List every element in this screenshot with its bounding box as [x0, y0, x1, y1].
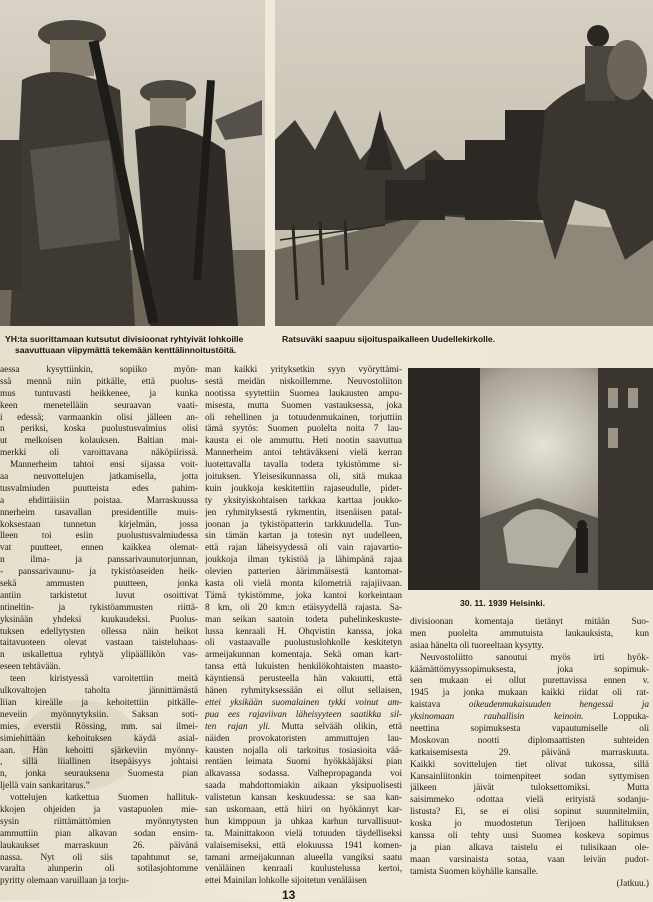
- text-line: taitavuoteen olevat vastaan taisteluhaas-: [0, 638, 198, 649]
- text-line: ammuttiin pian alkavan sodan ensim-: [0, 828, 198, 839]
- text-line: sysin riittämättömien myönnytysten: [0, 816, 198, 827]
- text-line: Mannerheim antoi tehtäväkseni vielä kerran: [205, 448, 402, 459]
- text-line: nassa. Nyt oli siis tapahtunut se,: [0, 852, 198, 863]
- caption-photo-soldiers-line1: YH:ta suorittamaan kutsutut divisioonat ryhtyivät lohkoille: [5, 334, 244, 344]
- text-line: tuksen edellytysten ollessa näin heikot: [0, 626, 198, 637]
- text-line: saada mahdottomiakin aikaan yksipuolisesti: [205, 781, 402, 792]
- text-line: laukaukset marraskuun 26. päivänä: [0, 840, 198, 851]
- text-line: näiden provokatoristen ammuttujen lau-: [205, 733, 402, 744]
- text-line: saisimmeko odottaa vielä erityistä sodanju-: [410, 795, 649, 806]
- text-line: simiehittään kehoituksen käydä asial-: [0, 733, 198, 744]
- text-line: olevien patterien äärimmäisestä kantomat-: [205, 567, 402, 578]
- photo-cavalry-image: [275, 0, 653, 326]
- text-line: hun kimppuun ja uhkaa karhun turvallisuut-: [205, 816, 402, 827]
- text-line: pua ees rajaviivan läheisyyteen saatikka sil-: [205, 709, 402, 720]
- text-line: tämä syytös: Suomen puolelta noita 7 lau-: [205, 424, 402, 435]
- text-line: lussa kenraali H. Öhqvistin kanssa, joka: [205, 626, 402, 637]
- text-line: oli rehellinen ja totuudenmukainen, torjuttiin: [205, 412, 402, 423]
- photo-soldiers-fortification: [0, 0, 265, 326]
- text-line: maan varsinaista sotaa, vaan leivän pudot-: [410, 854, 649, 865]
- text-line: , sillä liiallinen itsepäisyys johtaisi: [0, 757, 198, 768]
- text-line: aessa kysyttiinkin, sopiiko myön-: [0, 365, 198, 375]
- text-line: ntineltin- ja tykistöammusten riittä-: [0, 602, 198, 613]
- text-line: i edessä; varmaankin olisi jälleen an-: [0, 412, 198, 423]
- text-line: aa neuvottelujen jatkamisella, jotta: [0, 472, 198, 483]
- text-line: ljellä vain sankaritarus.”: [0, 781, 90, 792]
- text-line: ssä mennä niin pitkälle, että puolus-: [0, 376, 198, 387]
- text-line: Kaikki sovittelujen tiet olivat tukossa, sillä: [410, 759, 649, 770]
- text-line: 8 km, oli 20 km:n etäisyydellä rajasta. Sa-: [205, 602, 402, 613]
- text-line: Tämä tykistömme, joka kantoi korkeintaan: [205, 590, 402, 601]
- page-number: 13: [282, 888, 296, 902]
- text-line: merkki oli varoittavana näköpiirissä.: [0, 448, 198, 459]
- text-line: katkaisemisesta 29. päivänä marraskuuta.: [410, 747, 649, 758]
- text-line: käämättömyyssopimuksesta, joka sopimuk-: [410, 664, 649, 675]
- text-line: joukkoja ilman tykistöä ja lähimpänä rajaa: [205, 555, 402, 566]
- text-line: pyritty olemaan varuillaan ja torju-: [0, 876, 129, 887]
- text-line: mies, everstii Rössing, mm. sai ilmei-: [0, 721, 198, 732]
- text-line: ten rajan yli. Mutta selvääh olikin, että: [205, 721, 402, 732]
- text-line: käyntiensä perusteella hän vakuutti, että: [205, 674, 402, 685]
- photo-soldiers-image: [0, 0, 265, 326]
- text-line: divisioonan komentaja tietänyt mitään Suo-: [410, 617, 649, 627]
- text-line: koksestaan tunnetun kirjelmän, jossa: [0, 519, 198, 530]
- text-line: men puolelta ammutuista laukauksista, kun: [410, 628, 649, 639]
- caption-photo-helsinki: 30. 11. 1939 Helsinki.: [460, 598, 546, 608]
- text-line: tamani armeijakunnan alueella vangiksi saatu: [205, 852, 402, 863]
- text-line: valistetun kansan keskuudessa: se saa kan-: [205, 793, 402, 804]
- caption-photo-soldiers: [5, 334, 267, 355]
- text-line: neveiin myönnytyksiin. Saksan soti-: [0, 709, 198, 720]
- text-line: misesta, mutta Suomen vastauksessa, joka: [205, 400, 402, 411]
- article-column-1: [0, 365, 198, 888]
- text-line: asiaa hänelta oli tuoreeltaan kysytty.: [410, 640, 544, 651]
- text-line: teen kiristyessä varoitettiin meitä: [10, 674, 198, 685]
- text-line: neettina sopimuksesta vapautumiselle oli: [410, 724, 649, 735]
- text-line: sestä meidän niskoillemme. Neuvostoliiton: [205, 376, 402, 387]
- text-line: Moskovan nootti diplomaattisten suhteiden: [410, 735, 649, 746]
- photo-helsinki-1939: [408, 368, 653, 590]
- text-line: kanssa oli tehty uusi Suomea koskeva sopimus: [410, 831, 649, 842]
- text-line: tamista Suomen köyhälle kansalle.: [410, 866, 539, 877]
- text-line: n, jonka seurauksena Suomesta pian: [0, 769, 198, 780]
- text-line: oli vastaavalle puolustuslohkolle keskitetyn: [205, 638, 402, 649]
- text-line: n uskallettua ryhtyä ylipäällikön vas-: [0, 650, 198, 661]
- text-line: Mannerheim tahtoi ensi sijassa voit-: [10, 460, 198, 471]
- text-line: ut melkoisen kolauksen. Baltian mai-: [0, 436, 198, 447]
- text-line: aan. Hän kehoitti sjärkeviin myönny-: [0, 745, 198, 756]
- text-line: rentäen leimata Suomi hyökkääjäksi pian: [205, 757, 402, 768]
- text-line: ty yksityiskohtaisen tarkkaa karttaa joukko-: [205, 495, 402, 506]
- text-line: hänen ryhmityksessään ei ollut sellaisen,: [205, 686, 402, 697]
- article-column-3: [410, 617, 649, 890]
- text-line: n ilma- ja panssarivaunutorjunnan,: [0, 555, 198, 566]
- text-line: luotettavalla tavalla todeta tykistömme si-: [205, 460, 402, 471]
- text-line: antiin tarkistetut luvut osoittivat: [0, 590, 198, 601]
- article-column-2: [205, 365, 402, 888]
- text-line: kasta oli vielä monta kilometriä rajajiivaan.: [205, 579, 402, 590]
- text-line: vottelujen katkettua Suomen hallituk-: [10, 793, 198, 804]
- text-line: - panssarivaunu- ja tykistöaseiden heik-: [0, 567, 198, 578]
- text-line: valaisemiseksi, että elokuussa 1941 komen-: [205, 840, 402, 851]
- caption-photo-soldiers-line2: saavuttuaan viipymättä tekemään kenttälinnoitustöitä.: [15, 344, 237, 355]
- text-line: san uskomaan, että hiiri on hyökännyt kar-: [205, 804, 402, 815]
- text-line: yksinomaan rauhallisin keinoin. Loppuka-: [410, 712, 649, 723]
- text-line: n periksi, koska puolustusvalmius olisi: [0, 424, 198, 435]
- text-line: Neuvostoliitto sanoutui myös irti hyök-: [420, 652, 649, 663]
- text-line: varalta alunperin oli sotilasjohtomme: [0, 864, 198, 875]
- text-line: koska jo muodostetun Terijoen hallituksen: [410, 819, 649, 830]
- photo-helsinki-image: [408, 368, 653, 590]
- text-line: kausten nojalla oli tarkoitus tosiasioita vää-: [205, 745, 402, 756]
- text-line: tansa että lukuisten henkilökohtaisten maasto-: [205, 662, 402, 673]
- text-line: nootissa syytettiin Suomea laukausten ampu-: [205, 388, 402, 399]
- text-line: keen menetellään seuraavan vaati-: [0, 400, 198, 411]
- text-line: armeijakunnan komentaja. Sekä oman kart-: [205, 650, 402, 661]
- text-line: että rajan läheisyydessä oli vain rajavartio-: [205, 543, 402, 554]
- text-line: ulkovaltojen taholta jännittämästä: [0, 686, 198, 697]
- text-line: joonan ja tykistöpatterin tarkkuudella. Tun-: [205, 519, 402, 530]
- text-line: liian kireälle ja kehoitettiin pitkälle-: [0, 697, 198, 708]
- text-line: lleen toi esiin puolustusvalmiudessa: [0, 531, 198, 542]
- text-line: yksinään yhdeksi kuukaudeksi. Puolus-: [0, 614, 198, 625]
- text-line: (Jatkuu.): [616, 878, 649, 889]
- text-line: ettei Mainilan lohkolle sijoitetun venäläisen: [205, 876, 367, 887]
- text-line: venäläinen kenraali kuulustelussa kertoi,: [205, 864, 402, 875]
- text-line: sekä ammusten puutteen, jonka: [0, 579, 198, 590]
- text-line: a ehdittäisiin poistaa. Marraskuussa: [0, 495, 198, 506]
- text-line: vat puutteet, ennen kaikkea olemat-: [0, 543, 198, 554]
- text-line: kuin joukkoja keskitettiin rajaseudulle, pidet-: [205, 483, 402, 494]
- text-line: ettei yksikään suomalainen tykki voinut am-: [205, 697, 402, 708]
- text-line: joituksen. Yleisesikunnassa oli, sitä mukaa: [205, 472, 402, 483]
- text-line: kaistava oikeudenmukaisuuden hengessä ja: [410, 700, 649, 711]
- text-line: jälkeen jäivät tuloksettomiksi. Mutta: [410, 783, 649, 794]
- text-line: sin tämän kartan ja totesin nyt uudelleen,: [205, 531, 402, 542]
- text-line: mus tuntuvasti heikkenee, ja kunka: [0, 388, 198, 399]
- text-line: kausta ei ole ammuttu. Heti nootin saavuttua: [205, 436, 402, 447]
- text-line: man kaikki yrityksetkin syyn vyöryttämi-: [205, 365, 402, 375]
- text-line: alkavassa sodassa. Valhepropaganda voi: [205, 769, 402, 780]
- text-line: eseen tehtävään.: [0, 662, 61, 673]
- text-line: nnerheim tasavallan presidentille muis-: [0, 507, 198, 518]
- text-line: tusvalmiuden puutteista edes pahim-: [0, 483, 198, 494]
- text-line: sen mukaan ei ollut purettavissa ennen v.: [410, 676, 649, 687]
- text-line: listusta? Ei, se ei olisi sopinut suunnitelmiin,: [410, 807, 649, 818]
- text-line: kkojen ohjeiden ja vastapuolen mie-: [0, 804, 198, 815]
- text-line: man seikan saatoin todeta puhelinkeskuste-: [205, 614, 402, 625]
- text-line: Kansainliitonkin toimenpiteet sodan syttymisen: [410, 771, 649, 782]
- text-line: ta. Mainittakoon vielä totuuden täydelliseksi: [205, 828, 402, 839]
- text-line: ja pian alkava taistelu ei tulisikaan ole-: [410, 842, 649, 853]
- text-line: jen ryhmityksestä rykmentin, itsenäisen patal-: [205, 507, 402, 518]
- text-line: 1945 ja jonka mukaan kaikki riidat oli rat-: [410, 688, 649, 699]
- photo-cavalry: [275, 0, 653, 326]
- caption-photo-cavalry: Ratsuväki saapuu sijoituspaikalleen Uudellekirkolle.: [282, 334, 496, 344]
